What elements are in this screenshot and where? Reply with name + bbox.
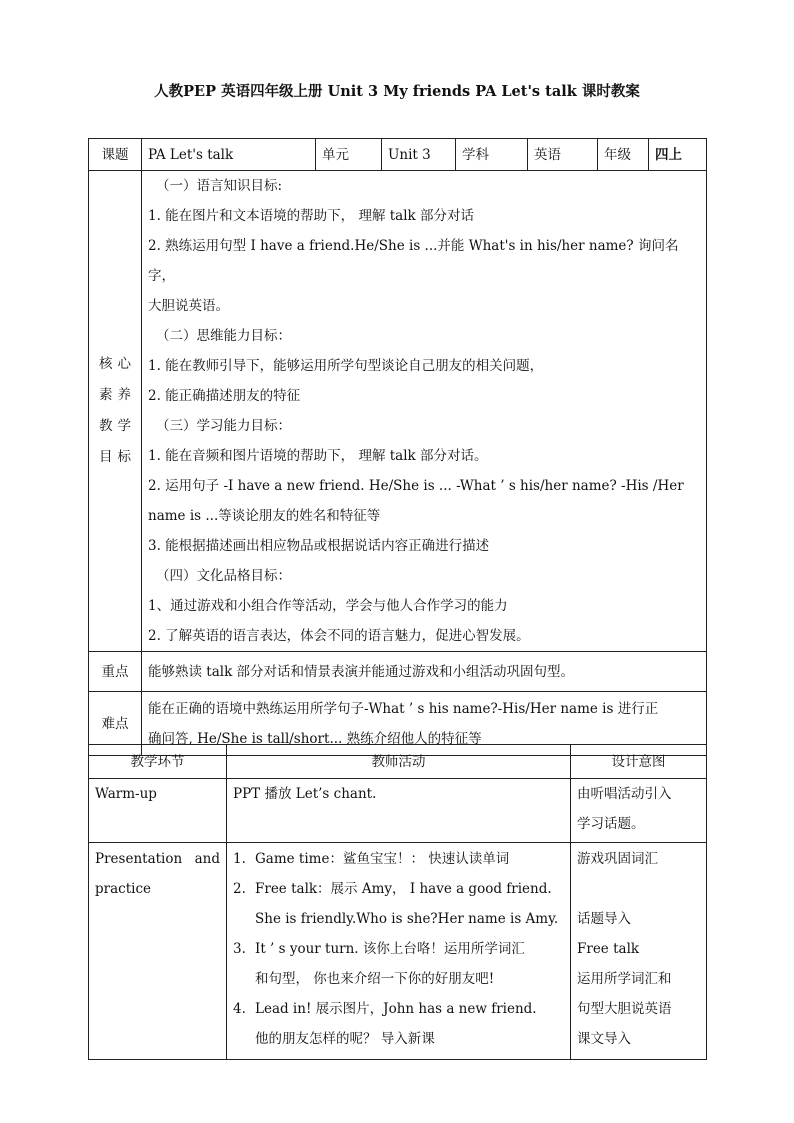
list-item: 3. It ’ s your turn. 该你上台咯！运用所学词汇 和句型， 你也来介绍一下你的好朋友吧!	[233, 941, 525, 987]
list-item: 1. Game time：鲨鱼宝宝！： 快速认读单词	[233, 851, 510, 867]
topic-value: PA Let's talk	[142, 139, 316, 171]
goal-line: 1. 能在音频和图片语境的帮助下， 理解 talk 部分对话。	[148, 448, 488, 464]
goals-label: 核 心 素 养 教 学 目标	[89, 171, 142, 652]
difficulty-label: 难点	[89, 692, 142, 756]
goal-line: （四）文化品格目标：	[156, 568, 291, 584]
header-activity: 教师活动	[227, 745, 571, 779]
subject-label: 学科	[456, 139, 528, 171]
list-item: 4. Lead in! 展示图片，John has a new friend. 他的朋友怎样的呢？ 导入新课	[233, 1001, 537, 1047]
topic-label: 课题	[89, 139, 142, 171]
goals-content	[142, 171, 707, 652]
procedure-table	[88, 744, 707, 1060]
unit-value: Unit 3	[382, 139, 456, 171]
goal-line: （二）思维能力目标：	[156, 328, 291, 344]
warmup-stage: Warm-up	[89, 779, 227, 843]
difficulty-text: 能在正确的语境中熟练运用所学句子-What ’ s his name?-His/Her name is 进行正 确问答, He/She is tall/short... 熟练介绍他人的特征等	[142, 692, 707, 756]
goal-line: 1. 能在教师引导下，能够运用所学句型谈论自己朋友的相关问题，	[148, 358, 544, 374]
presentation-stage: Presentation and practice	[89, 843, 227, 1060]
unit-label: 单元	[316, 139, 382, 171]
goal-line: name is ...等谈论朋友的姓名和特征等	[148, 508, 381, 524]
goal-line: 3. 能根据描述画出相应物品或根据说话内容正确进行描述	[148, 538, 490, 554]
warmup-activity: PPT 播放 Let’s chant.	[227, 779, 571, 843]
subject-value: 英语	[528, 139, 598, 171]
header-stage: 教学环节	[89, 745, 227, 779]
lesson-info-table	[88, 138, 707, 756]
grade-value: 四上	[649, 139, 707, 171]
goal-line: 2. 了解英语的语言表达，体会不同的语言魅力，促进心智发展。	[148, 628, 530, 644]
goal-line: 1. 能在图片和文本语境的帮助下， 理解 talk 部分对话	[148, 208, 475, 224]
key-point-label: 重点	[89, 652, 142, 692]
header-intent: 设计意图	[571, 745, 707, 779]
list-item: 2. Free talk：展示 Amy， I have a good friend. She is friendly.Who is she?Her name is Amy.	[233, 881, 559, 927]
goal-line: （一）语言知识目标:	[156, 178, 283, 194]
grade-label: 年级	[598, 139, 649, 171]
goal-line: 大胆说英语。	[148, 298, 229, 314]
goal-line: 2. 熟练运用句型 I have a friend.He/She is ...并能 What's in his/her name? 询问名字，	[148, 238, 679, 284]
goal-line: 2. 运用句子 -I have a new friend. He/She is ... -What ’ s his/her name? -His /Her	[148, 478, 684, 494]
presentation-intent: 游戏巩固词汇 话题导入 Free talk 运用所学词汇和 句型大胆说英语 课文导入	[571, 843, 707, 1060]
presentation-activity	[227, 843, 571, 1060]
goal-line: （三）学习能力目标：	[156, 418, 291, 434]
warmup-intent: 由听唱活动引入 学习话题。	[571, 779, 707, 843]
page-title: 人教PEP 英语四年级上册 Unit 3 My friends PA Let's talk 课时教案	[154, 83, 640, 100]
key-point-text: 能够熟读 talk 部分对话和情景表演并能通过游戏和小组活动巩固句型。	[142, 652, 707, 692]
goal-line: 2. 能正确描述朋友的特征	[148, 388, 301, 404]
goal-line: 1、通过游戏和小组合作等活动，学会与他人合作学习的能力	[148, 598, 508, 614]
